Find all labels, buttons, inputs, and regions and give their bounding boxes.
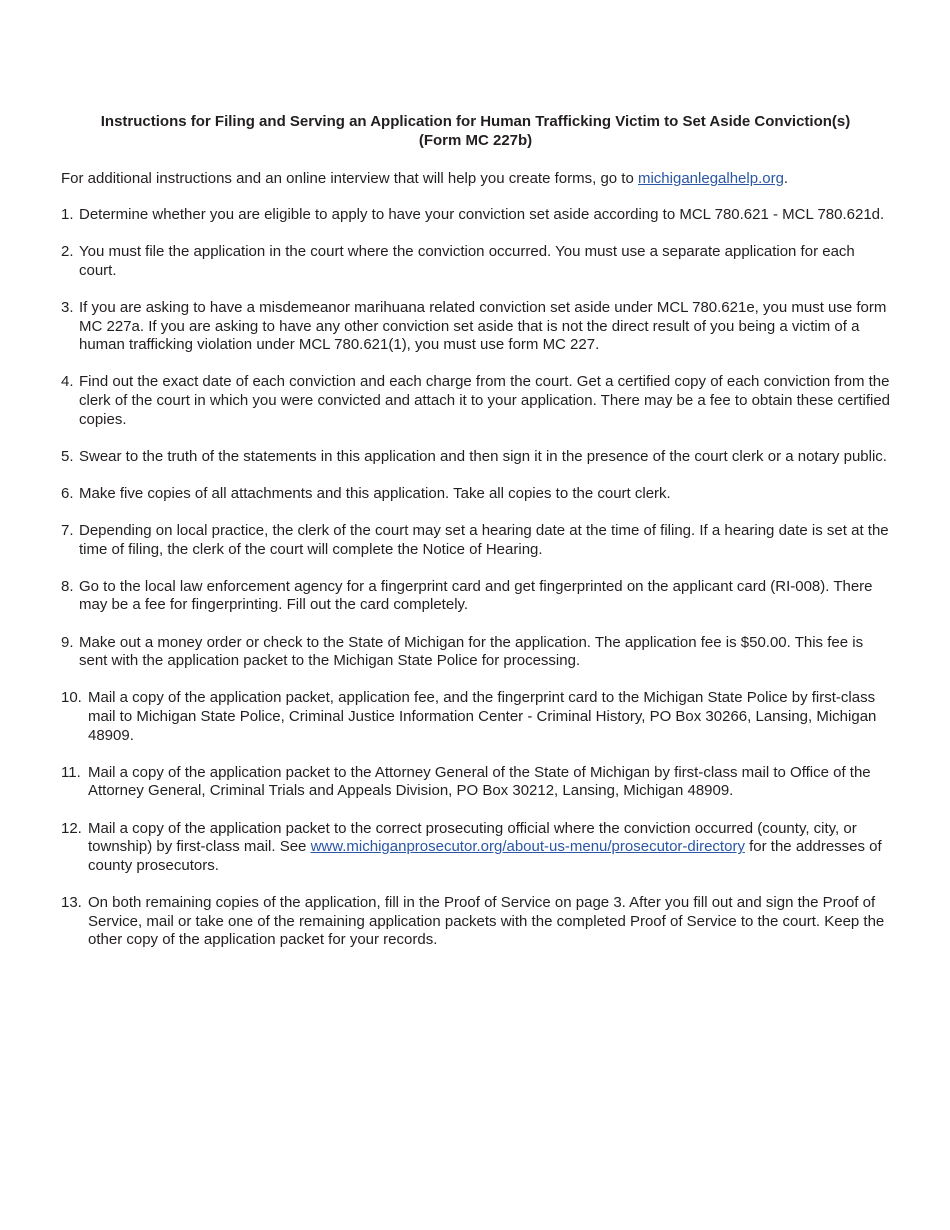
list-item	[61, 634, 890, 671]
step-text: Determine whether you are eligible to apply to have your conviction set aside according to MCL 780.621 - MCL 780.621d.	[79, 206, 885, 223]
list-item	[61, 448, 890, 467]
step-number: 10.	[61, 689, 82, 707]
step-text: Mail a copy of the application packet, application fee, and the fingerprint card to the Michigan State Police by first-class mail to Michigan State Police, Criminal Justice Information Center - Criminal History, PO Box 30266, Lansing, Michigan 48909.	[88, 689, 877, 744]
step-number: 11.	[61, 763, 81, 781]
step-text: Go to the local law enforcement agency for a fingerprint card and get fingerprinted on the applicant card (RI-008). There may be a fee for fingerprinting. Fill out the card completely.	[79, 577, 873, 614]
list-item	[61, 578, 890, 615]
step-text-before: Mail a copy of the application packet to the correct prosecuting official where the conviction occurred (county, city, or township) by first-class mail. See	[88, 819, 857, 856]
step-number: 2.	[61, 243, 74, 261]
step-text: Find out the exact date of each conviction and each charge from the court. Get a certified copy of each conviction from the clerk of the court in which you were convicted and attach it to your application. There may be a fee to obtain these certified copies.	[79, 373, 891, 428]
step-text: Swear to the truth of the statements in this application and then sign it in the presence of the court clerk or a notary public.	[79, 447, 887, 465]
step-text: If you are asking to have a misdemeanor marihuana related conviction set aside under MCL 780.621e, you must use form MC 227a. If you are asking to have any other conviction set aside that is not the direct result of you being a victim of a human trafficking violation under MCL 780.621(1), you must use form MC 227.	[79, 298, 887, 354]
title-line-2: (Form MC 227b)	[418, 132, 533, 149]
list-item	[61, 373, 890, 429]
list-item	[61, 299, 890, 355]
list-item	[61, 764, 890, 801]
list-item	[61, 820, 890, 876]
michigan-legal-help-link[interactable]: michiganlegalhelp.org	[637, 170, 784, 187]
step-number: 4.	[61, 373, 74, 391]
step-number: 5.	[61, 447, 74, 465]
step-number: 6.	[61, 484, 74, 502]
step-number: 3.	[61, 298, 74, 316]
step-text: You must file the application in the court where the conviction occurred. You must use a separate application for each court.	[79, 243, 855, 279]
step-text: Make out a money order or check to the State of Michigan for the application. The application fee is $50.00. This fee is sent with the application packet to the Michigan State Police for processing.	[79, 633, 864, 670]
step-number: 12.	[61, 819, 82, 837]
step-text-after: for the addresses of county prosecutors.	[88, 838, 882, 874]
intro-paragraph	[61, 169, 890, 188]
list-item	[61, 243, 890, 280]
step-number: 8.	[61, 577, 74, 595]
list-item	[61, 894, 890, 950]
list-item	[61, 485, 890, 504]
title-line-1: Instructions for Filing and Serving an Application for Human Trafficking Victim to Set Aside Conviction(s)	[100, 113, 851, 130]
intro-period: .	[783, 170, 789, 187]
list-item	[61, 206, 890, 225]
step-text: Mail a copy of the application packet to the Attorney General of the State of Michigan by first-class mail to Office of the Attorney General, Criminal Trials and Appeals Division, PO Box 30212, Lansing, Michigan 48909.	[88, 763, 871, 800]
prosecutor-directory-link[interactable]: www.michiganprosecutor.org/about-us-menu/prosecutor-directory	[310, 838, 745, 856]
step-number: 7.	[61, 522, 74, 540]
intro-text: For additional instructions and an online interview that will help you create forms, go to	[61, 170, 638, 187]
step-text: Make five copies of all attachments and this application. Take all copies to the court clerk.	[79, 484, 671, 502]
page-title	[61, 112, 890, 150]
list-item	[61, 689, 890, 745]
step-number: 13.	[61, 893, 82, 911]
step-number: 9.	[61, 633, 74, 651]
instruction-list	[61, 206, 890, 950]
step-number: 1.	[61, 206, 74, 223]
step-text: On both remaining copies of the application, fill in the Proof of Service on page 3. After you fill out and sign the Proof of Service, mail or take one of the remaining application packets with the completed Proof of Service to the court. Keep the other copy of the application packet for your records.	[88, 893, 885, 949]
list-item	[61, 522, 890, 559]
step-text: Depending on local practice, the clerk of the court may set a hearing date at the time of filing. If a hearing date is set at the time of filing, the clerk of the court will complete the Notice of Hearing.	[79, 522, 889, 558]
